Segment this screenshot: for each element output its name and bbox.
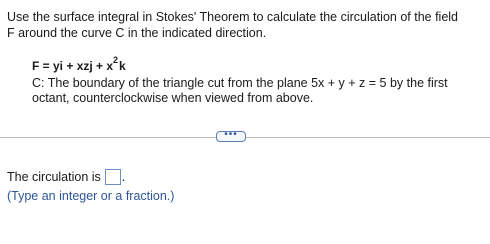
answer-prompt: The circulation is — [7, 170, 101, 184]
vector-field — [32, 56, 482, 76]
more-dots-icon: ••• — [224, 128, 238, 140]
question-line-2: F around the curve C in the indicated direction. — [7, 26, 267, 40]
curve-description-line-2: octant, counterclockwise when viewed from above. — [32, 91, 314, 105]
answer-hint: (Type an integer or a fraction.) — [7, 189, 175, 203]
question-line-1: Use the surface integral in Stokes' Theorem to calculate the circulation of the field — [7, 10, 459, 24]
vector-field-exponent: 2 — [113, 55, 119, 65]
answer-period: . — [121, 170, 126, 184]
section-divider — [0, 128, 490, 145]
vector-field-main: F = yi + xzj + x — [32, 59, 114, 73]
curve-description-line-1: C: The boundary of the triangle cut from the plane 5x + y + z = 5 by the first — [32, 76, 448, 90]
question-text — [7, 9, 483, 41]
answer-row — [7, 167, 125, 187]
show-more-button[interactable] — [216, 128, 246, 142]
given-block — [32, 56, 482, 106]
answer-input[interactable] — [105, 169, 121, 185]
vector-field-tail: k — [119, 59, 126, 73]
